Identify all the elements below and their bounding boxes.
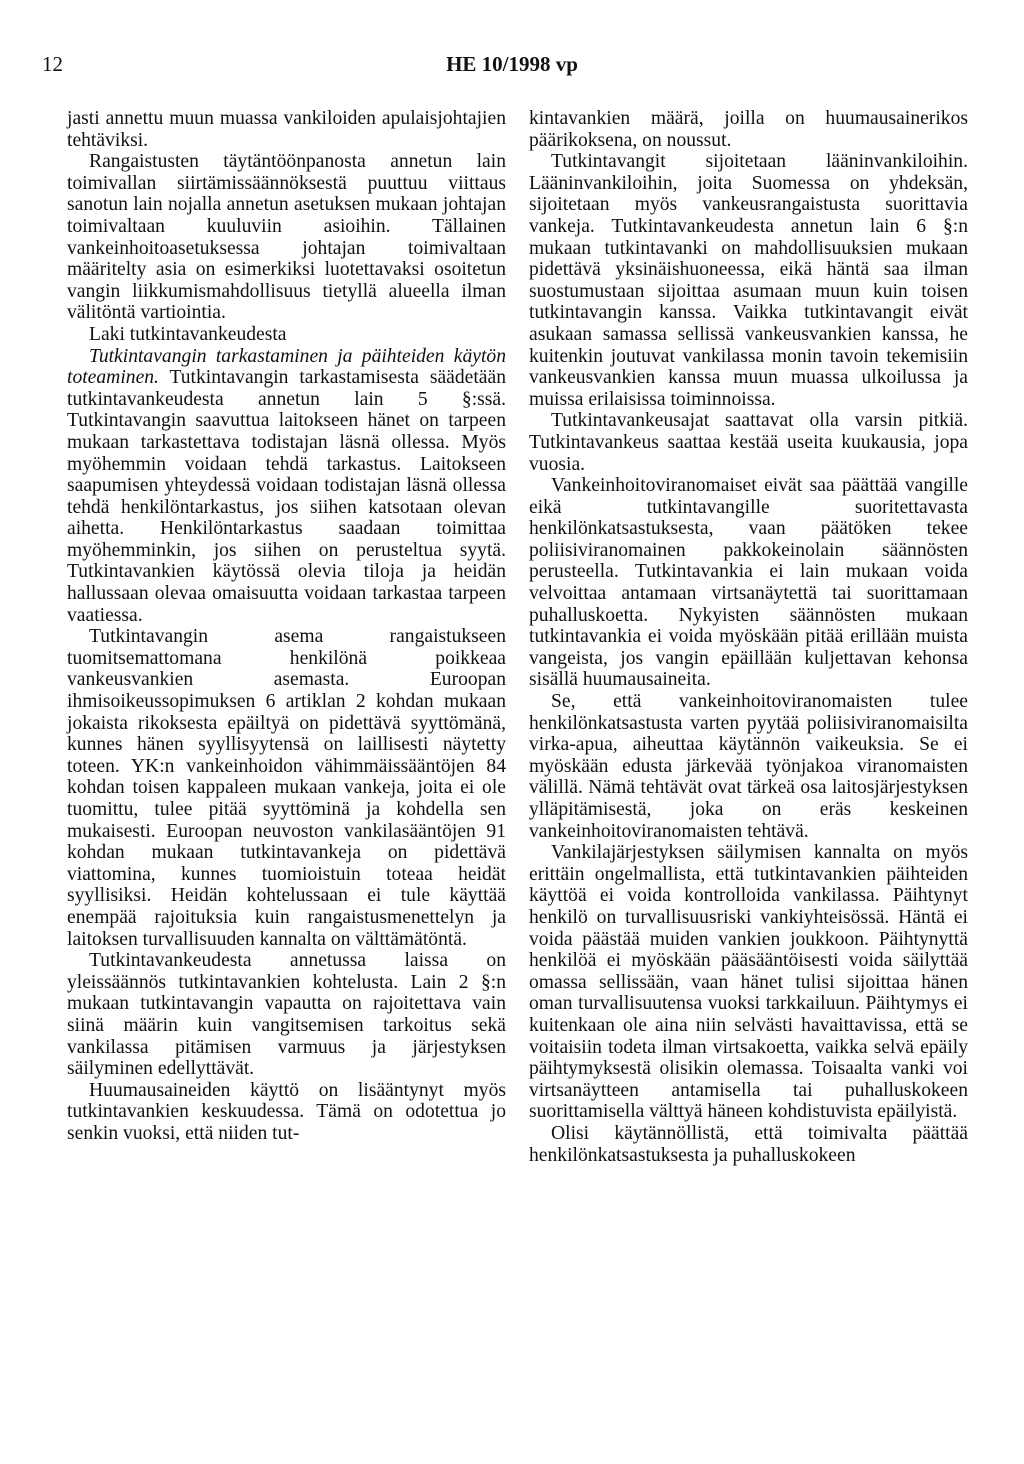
paragraph: Tutkintavangit sijoitetaan lääninvankiloihin. Lääninvankiloihin, joita Suomessa on yhdeksän, sijoitetaan myös vankeusrangaistusta suorittavia vankeja. Tutkintavankeudesta annetun lain 6 §:n mukaan tutkintavanki on mahdollisuuksien mukaan pidettävä yksinäishuoneessa, eikä häntä saa ilman suostumustaan sijoittaa asumaan muun kuin toisen tutkintavangin kanssa. Vaikka tutkintavangit eivät asukaan samassa sellissä vankeusvankien kanssa, he kuitenkin joutuvat vankilassa monin tavoin tekemisiin vankeusvankien kanssa muun muassa ulkoilussa ja muissa erilaisissa toiminnoissa.	[529, 151, 968, 410]
page-number: 12	[42, 52, 63, 76]
left-column	[67, 108, 506, 1145]
paragraph: Rangaistusten täytäntöönpanosta annetun lain toimivallan siirtämissäännöksestä puuttuu viittaus sanotun lain nojalla annetun asetuksen mukaan johtajan toimivaltaan kuuluviin asioihin. Tällainen vankeinhoitoasetuksessa johtajan toimivaltaan määritelty asia on esimerkiksi luotettavaksi osoitetun vangin liikkumismahdollisuus tietyllä alueella ilman välitöntä vartiointia.	[67, 151, 506, 324]
paragraph: Vankeinhoitoviranomaiset eivät saa päättää vangille eikä tutkintavangille suoritettavasta henkilönkatsastuksesta, vaan päätöken tekee poliisiviranomainen pakkokeinolain säännösten perusteella. Tutkintavankia ei lain mukaan voida velvoittaa antamaan virtsanäytettä tai suorittamaan puhalluskoetta. Nykyisten säännösten mukaan tutkintavankia ei voida myöskään pitää erillään muista vangeista, jos vangin epäillään kuljettavan kehonsa sisällä huumausaineita.	[529, 475, 968, 691]
section-heading: Laki tutkintavankeudesta	[89, 323, 287, 345]
paragraph: jasti annettu muun muassa vankiloiden apulaisjohtajien tehtäviksi.	[67, 108, 506, 151]
paragraph: Tutkintavankeudesta annetussa laissa on yleissäännös tutkintavankien kohtelusta. Lain 2 §:n mukaan tutkintavangin vapautta on rajoitettava vain siinä määrin kuin vangitsemisen tarkoitus sekä vankilassa pitämisen varmuus ja järjestyksen säilyminen edellyttävät.	[67, 950, 506, 1080]
paragraph: Tutkintavankeusajat saattavat olla varsin pitkiä. Tutkintavankeus saattaa kestää useita kuukausia, jopa vuosia.	[529, 410, 968, 475]
paragraph: Se, että vankeinhoitoviranomaisten tulee henkilönkatsastusta varten pyytää poliisiviranomaisilta virka-apua, aiheuttaa käytännön vaikeuksia. Se ei myöskään edusta järkevää työnjakoa viranomaisten välillä. Nämä tehtävät ovat tärkeä osa laitosjärjestyksen ylläpitämisestä, joka on eräs keskeinen vankeinhoitoviranomaisten tehtävä.	[529, 691, 968, 842]
paragraph: kintavankien määrä, joilla on huumausainerikos päärikoksena, on noussut.	[529, 108, 968, 151]
paragraph: Huumausaineiden käyttö on lisääntynyt myös tutkintavankien keskuudessa. Tämä on odotettua jo senkin vuoksi, että niiden tut-	[67, 1079, 506, 1144]
running-header: HE 10/1998 vp	[446, 52, 578, 76]
paragraph: Tutkintavangin asema rangaistukseen tuomitsemattomana henkilönä poikkeaa vankeusvankien asemasta. Euroopan ihmisoikeussopimuksen 6 artiklan 2 kohdan mukaan jokaista rikoksesta epäiltyä on pidettävä syyttömänä, kunnes hänen syyllisyytensä on laillisesti näytetty toteen. YK:n vankeinhoidon vähimmäissääntöjen 84 kohdan toisen kappaleen mukaan vankeja, joita ei ole tuomittu, tulee pitää syyttöminä ja kohdella sen mukaisesti. Euroopan neuvoston vankilasääntöjen 91 kohdan mukaan tutkintavankeja on pidettävä viattomina, kunnes tuomioistuin toteaa heidät syyllisiksi. Heidän kohtelussaan ei tule käyttää enempää rajoituksia kuin rangaistusmenettelyn ja laitoksen turvallisuuden kannalta on välttämätöntä.	[67, 626, 506, 950]
paragraph: Olisi käytännöllistä, että toimivalta päättää henkilönkatsastuksesta ja puhalluskokeen	[529, 1122, 968, 1166]
paragraph: Vankilajärjestyksen säilymisen kannalta on myös erittäin ongelmallista, että tutkintavankien päihteiden käyttöä ei voida kontrolloida vankilassa. Päihtynyt henkilö on turvallisuusriski vankiyhteisössä. Häntä ei voida päästää muiden vankien joukkoon. Päihtynyttä henkilöä ei myöskään pääsääntöisesti voida säilyttää omassa sellissään, vaan hänet tulisi sijoittaa hänen oman turvallisuutensa vuoksi tarkkailuun. Päihtymys ei kuitenkaan ole aina niin selvästi havaittavissa, että se voitaisiin todeta ilman virtsakoetta, vaikka selvä epäily päihtymyksestä olisikin olemassa. Toisaalta vanki voi virtsanäytteen antamisella tai puhalluskokeen suorittamisella välttyä häneen kohdistuvista epäilyistä.	[529, 842, 968, 1123]
paragraph	[67, 346, 506, 627]
italic-subheading: Tutkintavangin tarkastaminen ja päihteiden käytön toteaminen.	[67, 345, 506, 389]
paragraph-text: Tutkintavangin tarkastamisesta säädetään tutkintavankeudesta annetun lain 5 §:ssä. Tutkintavangin saavuttua laitokseen hänet on tarpeen mukaan tarkastettava todistajan läsnä ollessa. Myös myöhemmin voidaan tehdä tarkastus. Laitokseen saapumisen yhteydessä voidaan todistajan läsnä ollessa tehdä henkilöntarkastus, jos siihen katsotaan olevan aihetta. Henkilöntarkastus saadaan toimittaa myöhemminkin, jos siihen on perusteltua syytä. Tutkintavankien käytössä olevia tiloja ja heidän hallussaan olevaa omaisuutta voidaan tarkastaa tarpeen vaatiessa.	[67, 367, 506, 626]
right-column	[529, 108, 968, 1166]
